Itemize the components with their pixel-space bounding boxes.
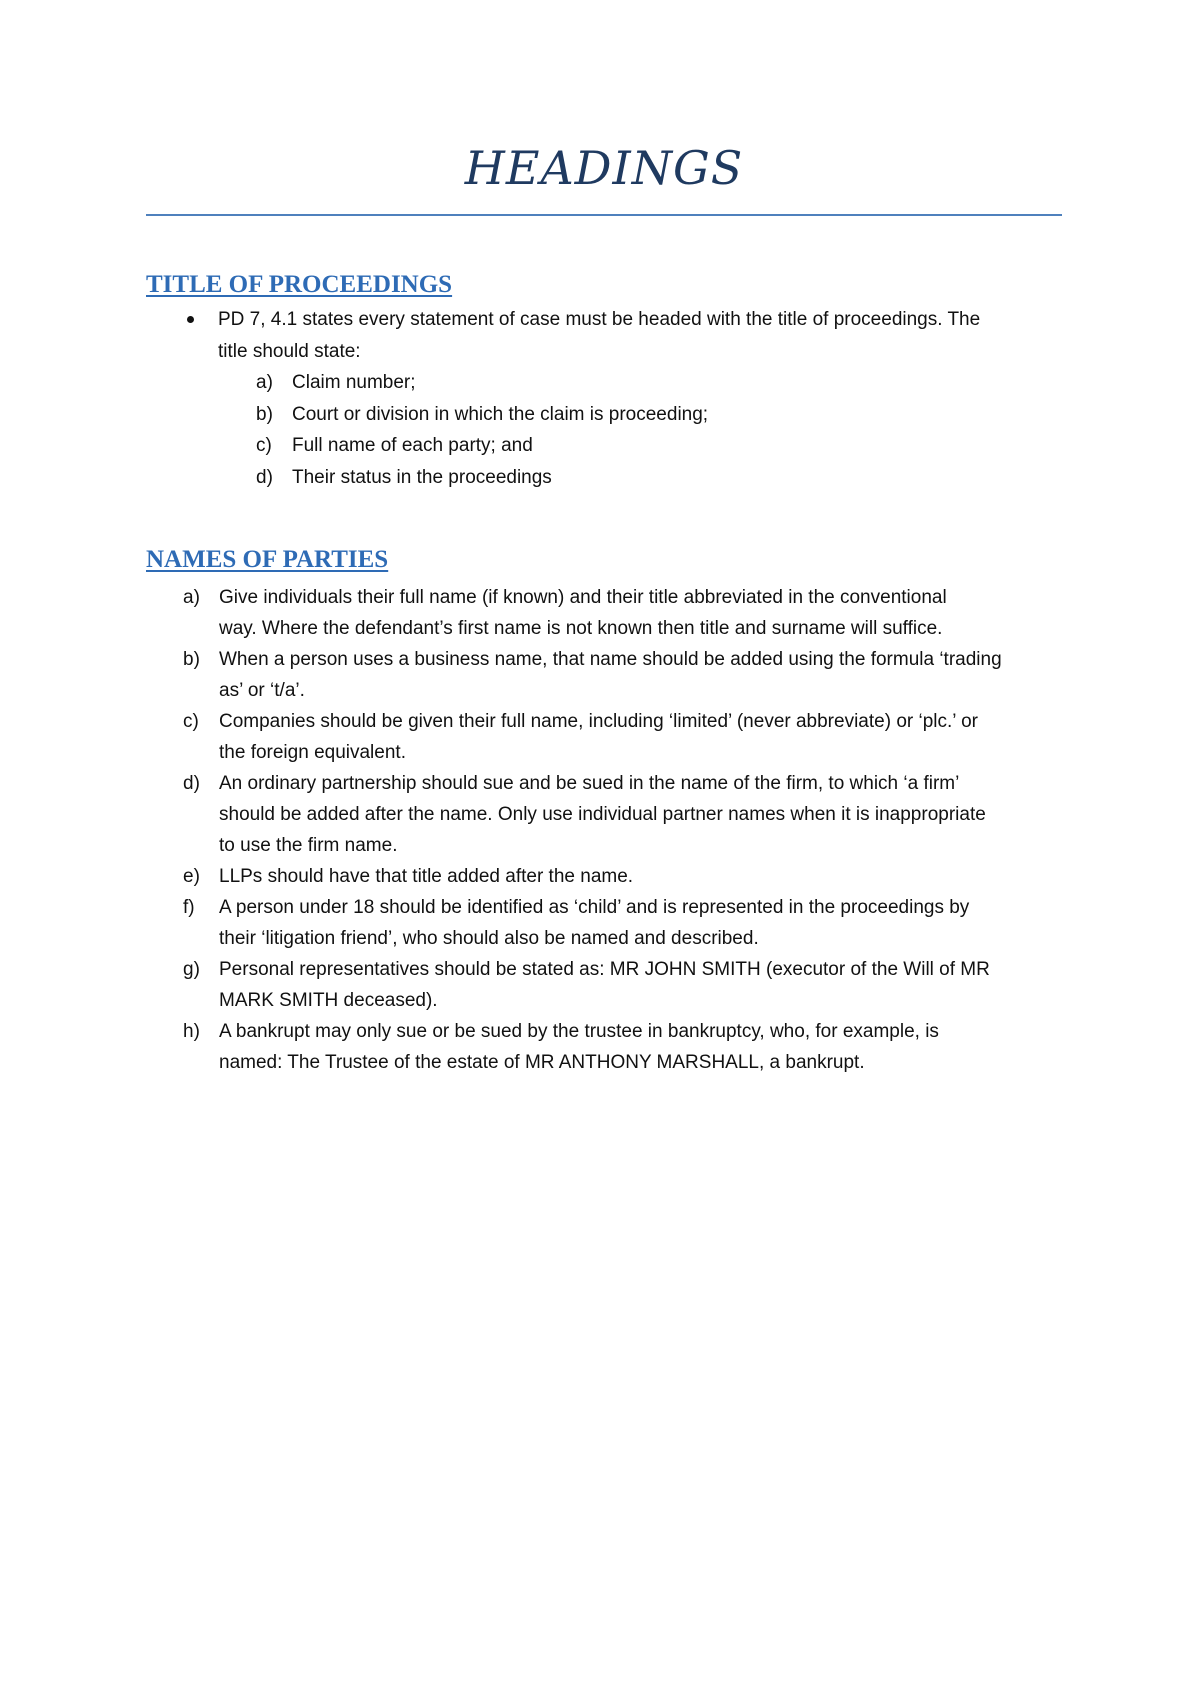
list-marker: a) xyxy=(183,587,200,608)
list-item-text: When a person uses a business name, that name should be added using the formula ‘trading xyxy=(219,649,1002,670)
list-item-text: An ordinary partnership should sue and be sued in the name of the firm, to which ‘a firm’ xyxy=(219,773,960,794)
list-marker: h) xyxy=(183,1021,200,1042)
list-item-text: as’ or ‘t/a’. xyxy=(219,680,305,701)
list-item-text: Personal representatives should be stated as: MR JOHN SMITH (executor of the Will of MR xyxy=(219,959,990,980)
list-marker: c) xyxy=(256,435,272,456)
list-item-text: to use the firm name. xyxy=(219,835,398,856)
list-marker: e) xyxy=(183,866,200,887)
list-item-text: named: The Trustee of the estate of MR ANTHONY MARSHALL, a bankrupt. xyxy=(219,1052,865,1073)
list-marker: d) xyxy=(183,773,200,794)
list-marker: d) xyxy=(256,467,273,488)
list-marker: b) xyxy=(183,649,200,670)
list-item-text: Their status in the proceedings xyxy=(292,467,552,488)
list-marker: a) xyxy=(256,372,273,393)
bullet-text-line: title should state: xyxy=(218,341,361,362)
list-item-text: their ‘litigation friend’, who should also be named and described. xyxy=(219,928,759,949)
bullet-icon xyxy=(187,316,194,323)
list-item-text: LLPs should have that title added after the name. xyxy=(219,866,634,887)
list-marker: c) xyxy=(183,711,199,732)
list-item-text: Companies should be given their full name, including ‘limited’ (never abbreviate) or ‘plc.’ or xyxy=(219,711,978,732)
document-title: HEADINGS xyxy=(464,141,744,195)
bullet-text-line: PD 7, 4.1 states every statement of case must be headed with the title of proceedings. The xyxy=(218,309,981,330)
list-item-text: Full name of each party; and xyxy=(292,435,533,456)
section-heading-names-of-parties: NAMES OF PARTIES xyxy=(146,546,389,573)
list-item-text: A bankrupt may only sue or be sued by the trustee in bankruptcy, who, for example, is xyxy=(219,1021,939,1042)
list-item-text: A person under 18 should be identified as ‘child’ and is represented in the proceedings by xyxy=(219,897,970,918)
list-item-text: the foreign equivalent. xyxy=(219,742,406,763)
list-item-text: should be added after the name. Only use individual partner names when it is inappropriate xyxy=(219,804,986,825)
list-item-text: way. Where the defendant’s first name is not known then title and surname will suffice. xyxy=(219,618,943,639)
list-item-text: Claim number; xyxy=(292,372,416,393)
section-heading-title-of-proceedings: TITLE OF PROCEEDINGS xyxy=(146,271,453,298)
list-item-text: MARK SMITH deceased). xyxy=(219,990,438,1011)
list-item-text: Court or division in which the claim is proceeding; xyxy=(292,404,709,425)
list-marker: f) xyxy=(183,897,195,918)
list-item-text: Give individuals their full name (if known) and their title abbreviated in the conventional xyxy=(219,587,947,608)
list-marker: b) xyxy=(256,404,273,425)
title-divider xyxy=(146,214,1062,216)
list-marker: g) xyxy=(183,959,200,980)
